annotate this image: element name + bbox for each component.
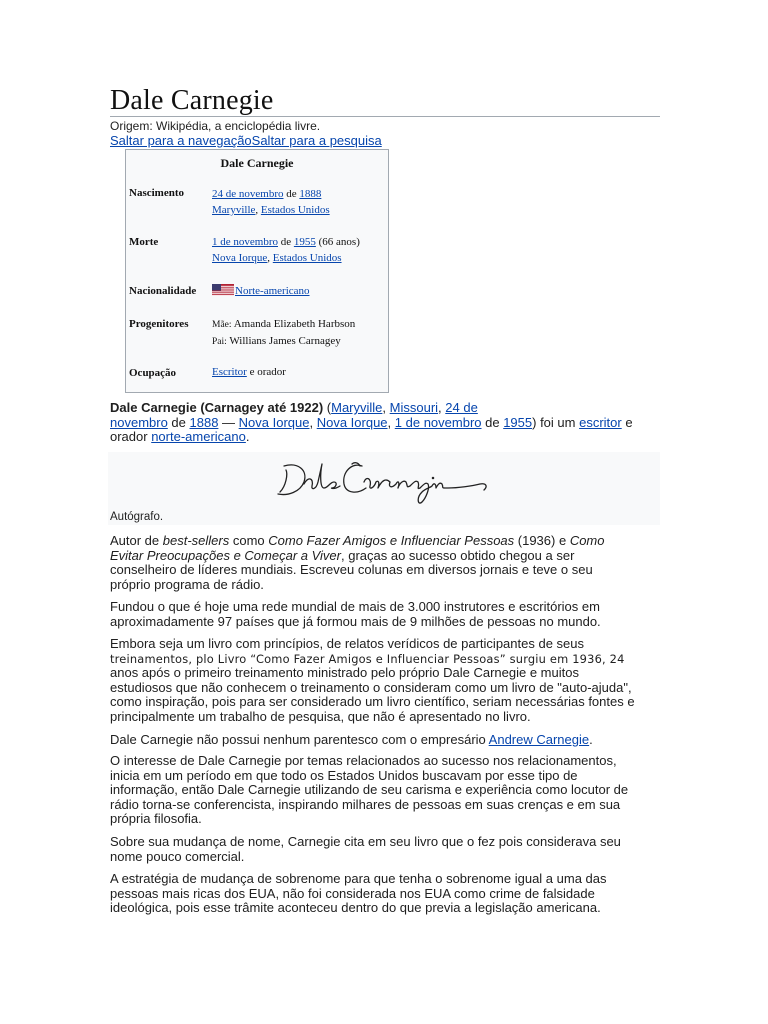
lead-close: ) foi um (532, 414, 580, 430)
missouri-link[interactable]: Missouri (389, 400, 439, 415)
death-country-link[interactable]: Estados Unidos (272, 252, 342, 264)
p1-line4: próprio programa de rádio. (110, 576, 264, 592)
infobox-value-nationality (212, 283, 384, 299)
p3-line2: treinamentos, plo Livro “Como Fazer Amigos e Influenciar Pessoas” surgiu em 1936, 24 (110, 651, 625, 666)
death-comma: , (267, 252, 271, 264)
p3-line6: principalmente um trabalho de pesquisa, que não é apresentado no livro. (110, 708, 531, 724)
paragraph-4 (110, 733, 662, 748)
lead-sep4: , (387, 414, 395, 430)
infobox-value-birth (212, 186, 384, 218)
birth-date-part1-link[interactable]: 24 de (445, 400, 478, 415)
jump-links (110, 133, 382, 148)
death-year-lead-link[interactable]: 1955 (503, 414, 533, 430)
origin-note: Origem: Wikipédia, a enciclopédia livre. (110, 119, 321, 133)
occupation-rest: e orador (249, 366, 286, 378)
occupation-writer-link[interactable]: Escritor (212, 366, 247, 378)
p4-text-b: . (589, 732, 593, 747)
infobox-label-parents: Progenitores (129, 318, 189, 330)
p5-line4: rádio torna-se conferencista, inspirando milhares de pessoas em suas crenças e em sua (110, 796, 621, 812)
mother-label: Mãe: (212, 320, 232, 330)
nova-iorque-link-1[interactable]: Nova Iorque (238, 414, 310, 430)
p6-line2: nome pouco comercial. (110, 848, 245, 864)
death-age-text: (66 anos) (318, 236, 360, 248)
infobox-value-occupation (212, 364, 384, 380)
infobox-title: Dale Carnegie (220, 156, 294, 170)
p5-line5: própria filosofia. (110, 811, 202, 827)
death-city-link[interactable]: Nova Iorque (212, 252, 268, 264)
signature-caption: Autógrafo. (110, 511, 164, 523)
lead-dash: — (218, 414, 239, 430)
infobox (125, 149, 389, 393)
lead-sep3: , (309, 414, 317, 430)
birth-date-part2-link[interactable]: novembro (110, 414, 168, 430)
death-year-link[interactable]: 1955 (293, 236, 316, 248)
infobox-value-parents (212, 316, 384, 350)
infobox-label-nationality: Nacionalidade (129, 285, 197, 297)
p2-line1: Fundou o que é hoje uma rede mundial de mais de 3.000 instrutores e escritórios em (110, 599, 600, 614)
p3-line1: Embora seja um livro com princípios, de relatos verídicos de participantes de seus (110, 636, 584, 651)
birth-date-link[interactable]: 24 de novembro (212, 188, 284, 200)
p5-line3: informação, então Dale Carnegie utilizando de seu carisma e experiência como locutor de (110, 782, 629, 798)
infobox-label-occupation: Ocupação (129, 367, 177, 379)
p4-text-a: Dale Carnegie não possui nenhum parentesco com o empresário (110, 732, 489, 747)
p1-text-c: como (229, 533, 269, 548)
death-de-text: de (280, 236, 292, 248)
birth-country-link[interactable]: Estados Unidos (260, 204, 330, 216)
nova-iorque-link-2[interactable]: Nova Iorque (316, 414, 388, 430)
lead-e: e (621, 414, 633, 430)
lead-orador: orador (110, 429, 152, 445)
birth-comma: , (255, 204, 259, 216)
p5-line1: O interesse de Dale Carnegie por temas relacionados ao sucesso nos relacionamentos, (110, 753, 617, 768)
p1-text-e: (1936) e (514, 533, 570, 548)
infobox-value-death (212, 234, 384, 266)
lead-sep2: , (438, 400, 446, 415)
birth-year-lead-link[interactable]: 1888 (189, 414, 219, 430)
death-date-lead-link[interactable]: 1 de novembro (394, 414, 482, 430)
us-flag-icon (212, 284, 234, 296)
maryville-link[interactable]: Maryville (331, 400, 383, 415)
p5-line2: inicia em um período em que todo os Estados Unidos buscavam por esse tipo de (110, 767, 578, 783)
lead-paragraph (110, 401, 662, 445)
p3-line4: estudiosos que não conhecem o treinamento o consideram como um livro de "auto-ajuda", (110, 679, 632, 695)
lead-de1: de (167, 414, 190, 430)
lead-name: Dale Carnegie (Carnagey até 1922) (110, 400, 324, 415)
jump-to-search-link[interactable]: Saltar para a pesquisa (251, 133, 382, 148)
paragraph-7 (110, 872, 662, 916)
birth-de-text: de (286, 188, 297, 200)
andrew-carnegie-link[interactable]: Andrew Carnegie (488, 732, 590, 747)
page-title: Dale Carnegie (110, 85, 274, 116)
birth-city-link[interactable]: Maryville (212, 204, 256, 216)
p7-line3: ideológica, pois esse trâmite aconteceu dentro do que previa a legislação americana. (110, 900, 601, 916)
p3-line5: como inspiração, pois para ser considerado um livro científico, seriam necessárias fontes e (110, 694, 635, 710)
p2-line2: aproximadamente 97 países que já formou mais de 9 milhões de pessoas no mundo. (110, 613, 601, 629)
death-date-link[interactable]: 1 de novembro (212, 236, 278, 248)
paragraph-1 (110, 534, 662, 592)
lead-sep1: , (382, 400, 390, 415)
p1-book-title-1: Como Fazer Amigos e Influenciar Pessoas (268, 533, 515, 548)
paragraph-2 (110, 600, 662, 629)
infobox-label-death: Morte (129, 236, 159, 248)
p3-line3: anos após o primeiro treinamento ministrado pelo próprio Dale Carnegie e muitos (110, 665, 579, 681)
infobox-label-birth: Nascimento (129, 187, 184, 199)
signature-image (108, 452, 660, 525)
father-label: Pai: (212, 337, 227, 347)
mother-name: Amanda Elizabeth Harbson (233, 318, 356, 330)
p1-text-a: Autor de (110, 533, 163, 548)
p7-line2: pessoas mais ricas dos EUA, não foi considerada nos EUA como crime de falsidade (110, 885, 595, 901)
p1-book-title-2b: Evitar Preocupações e Começar a Viver (110, 547, 341, 563)
paragraph-5 (110, 754, 662, 827)
father-name: Willians James Carnagey (229, 335, 341, 347)
p1-bestsellers: best-sellers (162, 533, 230, 548)
p1-text-h: , graças ao sucesso obtido chegou a ser (340, 547, 575, 563)
norte-americano-link[interactable]: norte-americano (151, 429, 246, 445)
p1-line3: conselheiro de líderes mundiais. Escreveu colunas em diversos jornais e teve o seu (110, 562, 593, 578)
paragraph-3 (110, 637, 662, 725)
paragraph-6 (110, 835, 662, 864)
escritor-link[interactable]: escritor (579, 414, 622, 430)
title-divider (110, 116, 660, 117)
lead-paren: ( (323, 400, 332, 415)
signature-drawing (108, 452, 660, 525)
lead-period: . (245, 429, 250, 445)
jump-to-navigation-link[interactable]: Saltar para a navegação (110, 133, 252, 148)
p7-line1: A estratégia de mudança de sobrenome para que tenha o sobrenome igual a uma das (110, 871, 607, 886)
birth-year-link[interactable]: 1888 (299, 188, 322, 200)
p6-line1: Sobre sua mudança de nome, Carnegie cita em seu livro que o fez pois considerava seu (110, 834, 621, 849)
p1-book-title-2a: Como (569, 533, 605, 548)
lead-de2: de (481, 414, 504, 430)
nationality-link[interactable]: Norte-americano (235, 285, 310, 297)
